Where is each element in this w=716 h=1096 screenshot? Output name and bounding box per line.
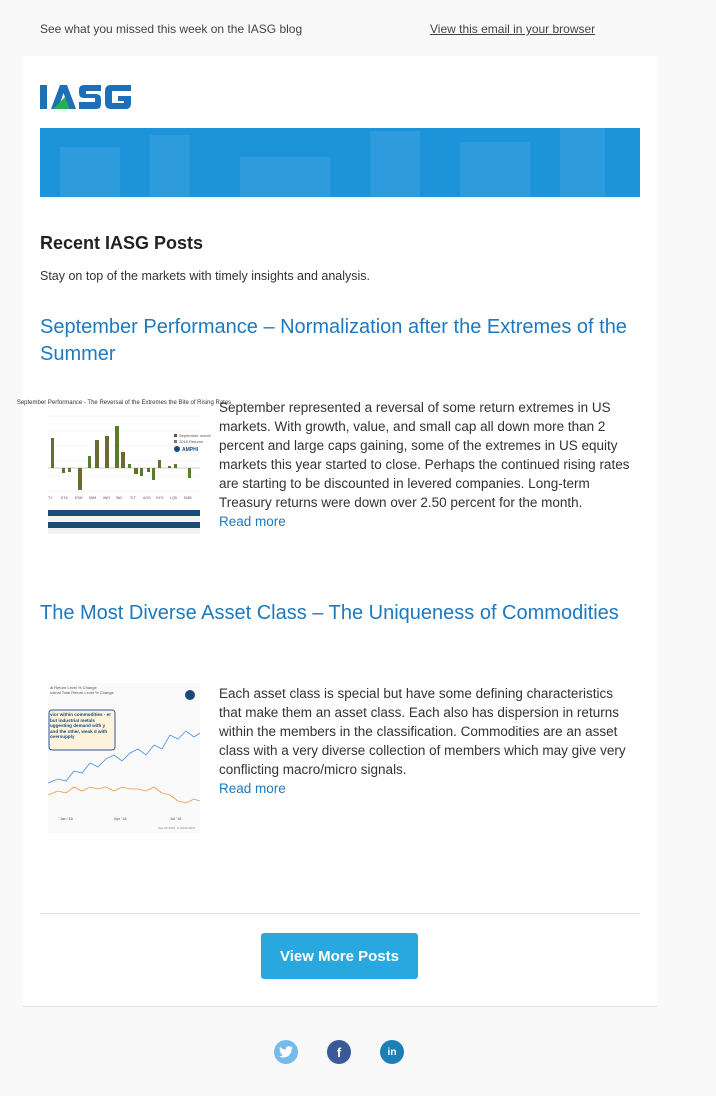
read-more-link[interactable]: Read more <box>219 781 286 796</box>
iasg-logo[interactable] <box>39 82 161 117</box>
svg-text:IWC: IWC <box>116 496 123 500</box>
twitter-icon[interactable] <box>274 1040 298 1064</box>
post-excerpt-text: Each asset class is special but have some defining characteristics that make them an asset class. Each also has dispersion in returns within the members in the classification. Commodities are an asset class with a very diverse collection of members which may give very conflicting macro/micro signals. <box>219 686 626 777</box>
post-excerpt-text: September represented a reversal of some return extremes in US markets. With growth, value, and small cap all down more than 2 percent and large caps gaining, some of the extremes in US equity markets this year started to close. Perhaps the continued rising rates are starting to be discounted in levered companies. Long-term Treasury returns were down over 2.50 percent for the month. <box>219 400 630 510</box>
svg-text:IWO: IWO <box>103 496 110 500</box>
thumb-chart-title: September Performance - The Reversal of the Extremes the Bite of Rising Rates <box>16 400 232 406</box>
svg-text:TY: TY <box>48 496 53 500</box>
section-title: Recent IASG Posts <box>40 233 204 253</box>
thumb-header-1: al Return Level % Change <box>50 685 97 690</box>
logo-lettering: IASG <box>39 82 42 83</box>
thumb-callout: vior within commodities - er but industrial metals uggesting demand with y and the other, weak d with oversupply <box>50 712 112 740</box>
post-thumbnail-chart[interactable] <box>48 683 200 833</box>
thumb-date: Sep 25 2018, 11:09AM EDT <box>158 826 196 830</box>
linkedin-icon[interactable]: in <box>380 1040 404 1064</box>
svg-text:Jan '18: Jan '18 <box>60 816 73 821</box>
facebook-icon[interactable]: f <box>327 1040 351 1064</box>
svg-text:TLT: TLT <box>130 496 136 500</box>
post-title[interactable]: The Most Diverse Asset Class – The Uniqueness of Commodities <box>40 602 619 624</box>
svg-text:Jul '18: Jul '18 <box>170 816 182 821</box>
hero-banner <box>40 128 640 197</box>
post-title[interactable]: September Performance – Normalization after the Extremes of the Summer <box>40 316 627 365</box>
svg-text:ESM: ESM <box>75 496 83 500</box>
section-intro: Stay on top of the markets with timely insights and analysis. <box>40 269 371 283</box>
svg-text:HYG: HYG <box>156 496 164 500</box>
email-card <box>16 56 658 1007</box>
divider <box>40 913 640 914</box>
preheader-text: See what you missed this week on the IASG blog <box>40 22 303 36</box>
svg-text:IWM: IWM <box>89 496 97 500</box>
svg-text:LQD: LQD <box>170 496 178 500</box>
thumb-legend-2: 2018 Returns <box>179 439 204 444</box>
thumb-brand: AMPHI <box>182 447 199 453</box>
view-in-browser-link[interactable]: View this email in your browser <box>430 22 596 36</box>
svg-text:EMB: EMB <box>184 496 192 500</box>
svg-text:ETA: ETA <box>61 496 68 500</box>
thumb-header-2: ustrial Total Return Level % Change <box>50 690 114 695</box>
svg-text:Apr '18: Apr '18 <box>114 816 127 821</box>
svg-text:AGG: AGG <box>143 496 151 500</box>
view-more-posts-button[interactable]: View More Posts <box>261 933 418 979</box>
post-thumbnail-chart[interactable] <box>16 396 232 546</box>
post-excerpt <box>219 684 639 798</box>
read-more-link[interactable]: Read more <box>219 514 286 529</box>
thumb-legend-1: September month <box>179 433 211 438</box>
post-excerpt <box>219 398 639 531</box>
